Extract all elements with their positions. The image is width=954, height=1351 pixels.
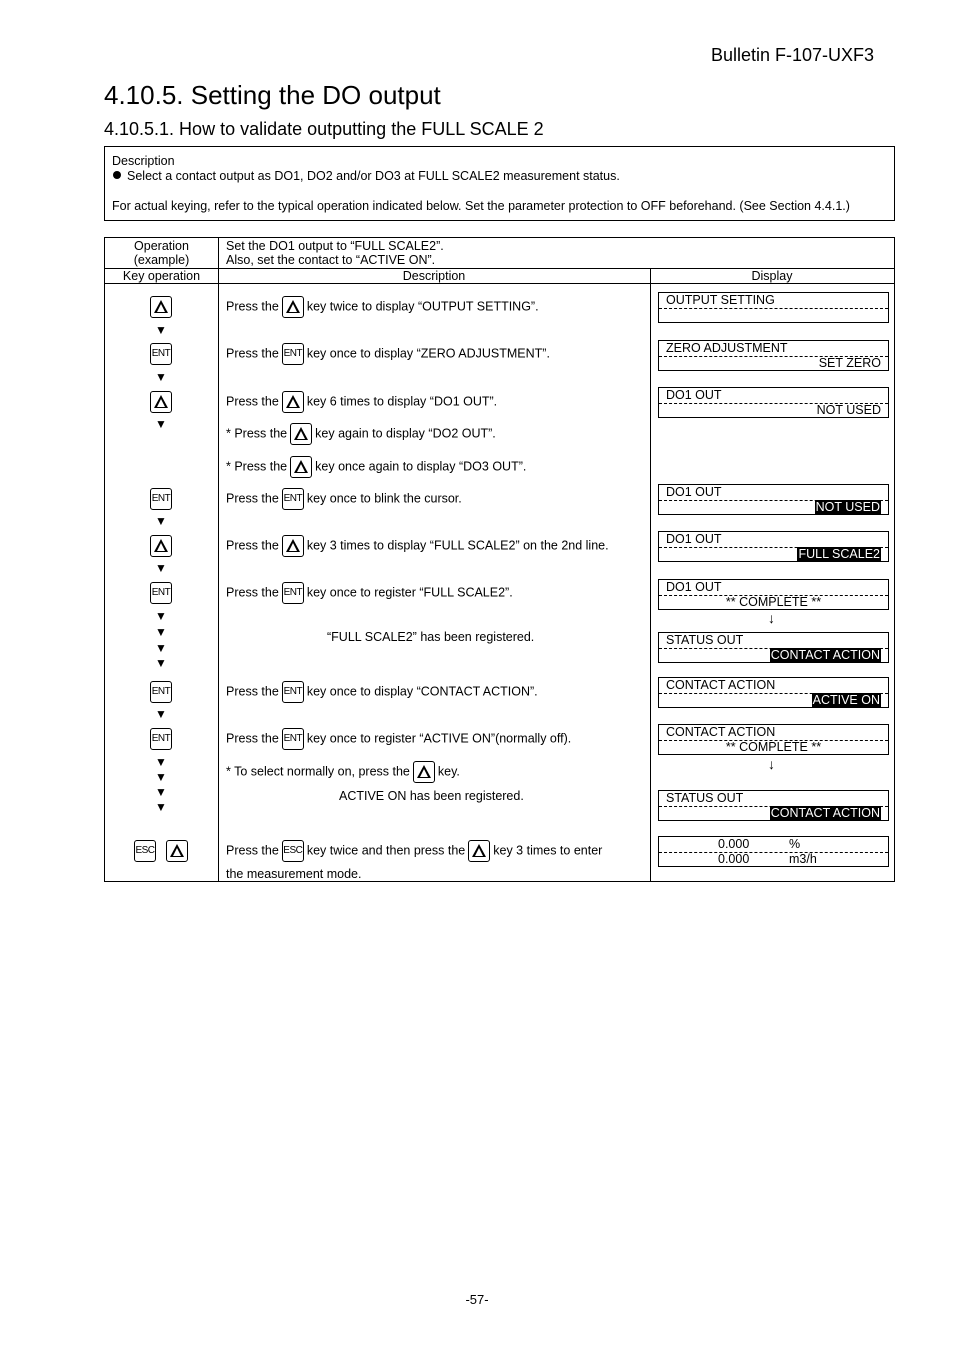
down-triangle-icon: ▼ <box>155 323 167 337</box>
down-triangle-icon: ▼ <box>155 561 167 575</box>
description-bullet <box>112 169 620 183</box>
up-key-icon <box>290 423 312 445</box>
up-key-icon <box>150 296 172 318</box>
display-status-out-2: STATUS OUT CONTACT ACTION <box>658 790 889 821</box>
description-note: For actual keying, refer to the typical operation indicated below. Set the parameter protection to OFF beforehand. (See Section 4.4.1.) <box>112 199 850 213</box>
bullet-icon <box>113 171 121 179</box>
operation-label-line1: Operation <box>134 239 189 253</box>
down-arrow-icon: ↓ <box>768 756 775 772</box>
up-key-icon <box>282 535 304 557</box>
step-9-description-line2: the measurement mode. <box>226 867 362 881</box>
down-triangle-icon: ▼ <box>155 656 167 670</box>
up-key-icon <box>290 456 312 478</box>
subsection-title: 4.10.5.1. How to validate outputting the FULL SCALE 2 <box>104 119 544 139</box>
step-8-description: Press the ENT key once to register “ACTIVE ON”(normally off). <box>226 728 571 750</box>
down-triangle-icon: ▼ <box>155 417 167 431</box>
page-number: -57- <box>465 1292 489 1307</box>
down-triangle-icon: ▼ <box>155 800 167 814</box>
display-measurement: 0.000 % 0.000 m3/h <box>658 836 889 867</box>
up-key-icon <box>282 391 304 413</box>
section-title: 4.10.5. Setting the DO output <box>104 80 441 110</box>
col-display-header: Display <box>751 269 793 283</box>
step-8-registered: ACTIVE ON has been registered. <box>339 789 524 803</box>
down-triangle-icon: ▼ <box>155 625 167 639</box>
down-triangle-icon: ▼ <box>155 609 167 623</box>
down-arrow-icon: ↓ <box>768 610 775 626</box>
display-status-out: STATUS OUT CONTACT ACTION <box>658 632 889 663</box>
ent-key: ENT <box>150 343 172 365</box>
esc-key: ESC <box>134 840 156 862</box>
display-do1-full-scale2: DO1 OUT FULL SCALE2 <box>658 531 889 562</box>
up-key-icon <box>150 535 172 557</box>
ent-key: ENT <box>150 582 172 604</box>
step-3-description: Press the key 6 times to display “DO1 OUT”. <box>226 391 497 413</box>
operation-text-line1: Set the DO1 output to “FULL SCALE2”. <box>226 239 444 253</box>
operation-label <box>105 239 218 267</box>
display-contact-action: CONTACT ACTION ACTIVE ON <box>658 677 889 708</box>
operation-text <box>226 239 444 267</box>
display-contact-complete: CONTACT ACTION ** COMPLETE ** <box>658 724 889 755</box>
step-9-description: Press the ESC key twice and then press the key 3 times to enter <box>226 840 602 862</box>
step-2-description: Press the ENT key once to display “ZERO ADJUSTMENT”. <box>226 343 550 365</box>
step-1-description: Press the key twice to display “OUTPUT SETTING”. <box>226 296 539 318</box>
step-5-description: Press the key 3 times to display “FULL SCALE2” on the 2nd line. <box>226 535 609 557</box>
down-triangle-icon: ▼ <box>155 770 167 784</box>
up-key-icon <box>150 391 172 413</box>
down-triangle-icon: ▼ <box>155 707 167 721</box>
up-key-icon <box>468 840 490 862</box>
bulletin-number: Bulletin F-107-UXF3 <box>711 45 875 65</box>
step-8-note: * To select normally on, press the key. <box>226 761 460 783</box>
display-output-setting: OUTPUT SETTING <box>658 292 889 323</box>
display-do1-out: DO1 OUT NOT USED <box>658 387 889 418</box>
ent-key: ENT <box>282 582 304 604</box>
step-3-note-do2: * Press the key again to display “DO2 OUT”. <box>226 423 496 445</box>
ent-key: ENT <box>282 488 304 510</box>
up-key-icon <box>282 296 304 318</box>
col-key-header: Key operation <box>122 269 201 283</box>
operation-text-line2: Also, set the contact to “ACTIVE ON”. <box>226 253 436 267</box>
step-3-note-do3: * Press the key once again to display “DO3 OUT”. <box>226 456 526 478</box>
ent-key: ENT <box>150 728 172 750</box>
operation-table <box>104 237 895 882</box>
step-4-description: Press the ENT key once to blink the cursor. <box>226 488 462 510</box>
down-triangle-icon: ▼ <box>155 755 167 769</box>
step-7-description: Press the ENT key once to display “CONTACT ACTION”. <box>226 681 538 703</box>
description-label: Description <box>112 154 175 168</box>
ent-key: ENT <box>282 728 304 750</box>
down-triangle-icon: ▼ <box>155 641 167 655</box>
ent-key: ENT <box>150 681 172 703</box>
up-key-icon <box>413 761 435 783</box>
down-triangle-icon: ▼ <box>155 370 167 384</box>
ent-key: ENT <box>282 343 304 365</box>
display-do1-complete: DO1 OUT ** COMPLETE ** <box>658 579 889 610</box>
bullet-text: Select a contact output as DO1, DO2 and/or DO3 at FULL SCALE2 measurement status. <box>127 169 620 183</box>
display-do1-blink: DO1 OUT NOT USED <box>658 484 889 515</box>
down-triangle-icon: ▼ <box>155 785 167 799</box>
esc-key: ESC <box>282 840 304 862</box>
step-6-registered: “FULL SCALE2” has been registered. <box>327 630 535 644</box>
col-desc-header: Description <box>402 269 466 283</box>
description-box <box>104 146 895 221</box>
down-triangle-icon: ▼ <box>155 514 167 528</box>
operation-label-line2: (example) <box>133 253 190 267</box>
up-key-icon <box>166 840 188 862</box>
ent-key: ENT <box>282 681 304 703</box>
step-6-description: Press the ENT key once to register “FULL SCALE2”. <box>226 582 513 604</box>
display-zero-adjustment: ZERO ADJUSTMENT SET ZERO <box>658 340 889 371</box>
ent-key: ENT <box>150 488 172 510</box>
